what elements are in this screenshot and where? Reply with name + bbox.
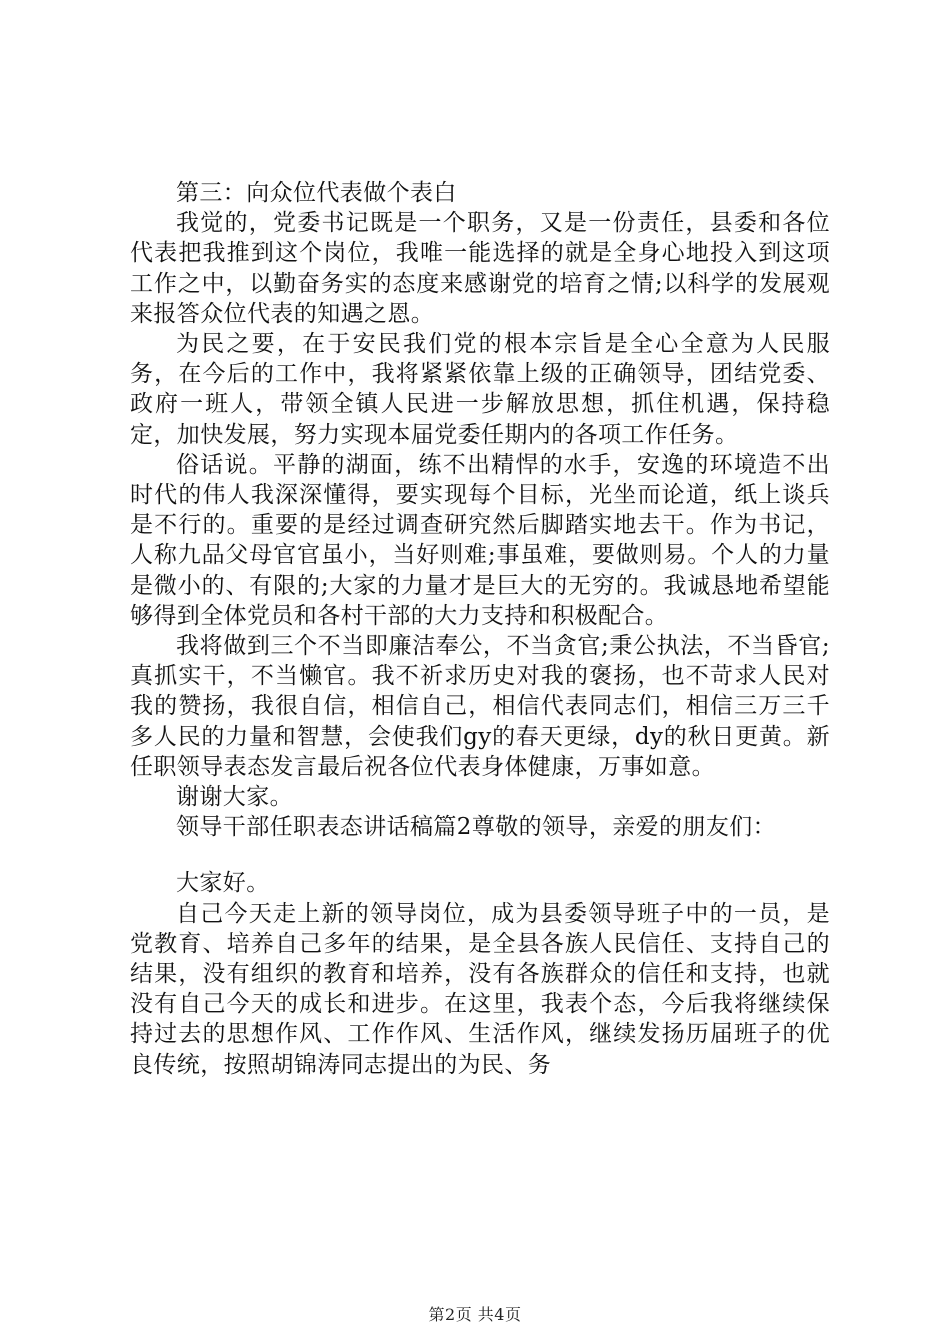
paragraph-thanks: 谢谢大家。 (176, 784, 293, 811)
section-heading: 第三：向众位代表做个表白 (176, 180, 457, 206)
paragraph-three-nots: 我将做到三个不当即廉洁奉公，不当贪官;秉公执法，不当昏官;真抓实干，不当懒官。我不祈求历史对我的褒扬，也不苛求人民对我的赞扬，我很自信，相信自己，相信代表同志们，相信三万三千多人民的力量和智慧，会使我们gy的春天更绿，dy的秋日更黄。新任职领导表态发言最后祝各位代表身体健康，万事如意。 (130, 633, 830, 780)
paragraph-new-post: 自己今天走上新的领导岗位，成为县委领导班子中的一员，是党教育、培养自己多年的结果，是全县各族人民信任、支持自己的结果，没有组织的教育和培养，没有各族群众的信任和支持，也就没有自己今天的成长和进步。在这里，我表个态，今后我将继续保持过去的思想作风、工作作风、生活作风，继续发扬历届班子的优良传统，按照胡锦涛同志提出的为民、务 (130, 900, 830, 1078)
paragraph-serve-people: 为民之要，在于安民我们党的根本宗旨是全心全意为人民服务，在今后的工作中，我将紧紧依靠上级的正确领导，团结党委、政府一班人，带领全镇人民进一步解放思想，抓住机遇，保持稳定，加快发展，努力实现本届党委任期内的各项工作任务。 (130, 331, 830, 448)
speech-2-title: 领导干部任职表态讲话稿篇2尊敬的领导，亲爱的朋友们： (176, 814, 777, 841)
document-body (130, 178, 830, 1080)
page-number: 第2页 共4页 (428, 1305, 522, 1324)
paragraph-proverb: 俗话说。平静的湖面，练不出精悍的水手，安逸的环境造不出时代的伟人我深深懂得，要实现每个目标，光坐而论道，纸上谈兵是不行的。重要的是经过调查研究然后脚踏实地去干。作为书记，人称九品父母官官虽小，当好则难;事虽难，要做则易。个人的力量是微小的、有限的;大家的力量才是巨大的无穷的。我诚恳地希望能够得到全体党员和各村干部的大力支持和积极配合。 (130, 451, 830, 629)
greeting: 大家好。 (176, 870, 270, 897)
paragraph-duty: 我觉的，党委书记既是一个职务，又是一份责任，县委和各位代表把我推到这个岗位，我唯一能选择的就是全身心地投入到这项工作之中，以勤奋务实的态度来感谢党的培育之情;以科学的发展观来报答众位代表的知遇之恩。 (130, 210, 830, 327)
